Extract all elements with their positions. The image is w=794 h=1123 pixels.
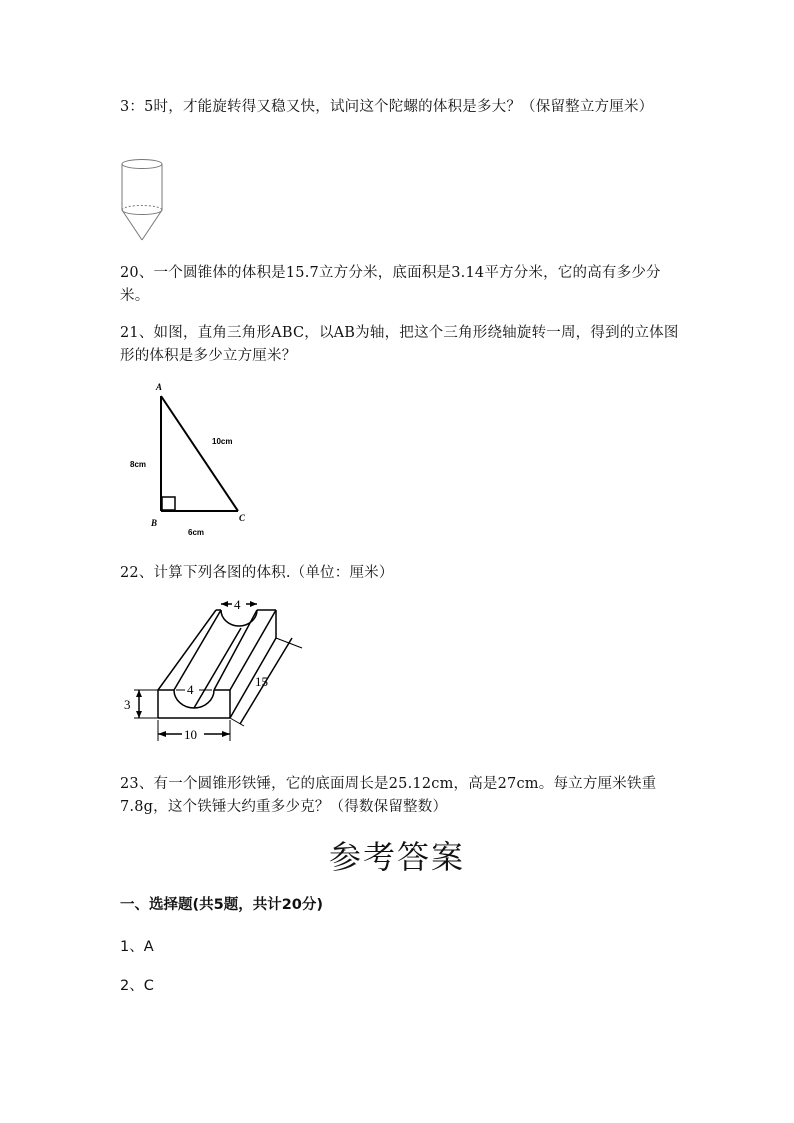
question-22: 22、计算下列各图的体积.（单位：厘米） (120, 565, 394, 581)
top-width-label: 4 (234, 597, 241, 612)
question-23: 23、有一个圆锥形铁锤，它的底面周长是25.12cm，高是27cm。每立方厘米铁重7.8g，这个铁锤大约重多少克？（得数保留整数） (120, 776, 657, 815)
side-ac-label: 10cm (212, 437, 233, 446)
side-ab-label: 8cm (130, 460, 147, 469)
question-19-tail: 3：5时，才能旋转得又稳又快，试问这个陀螺的体积是多大？（保留整立方厘米） (120, 99, 654, 115)
spinning-top-figure (112, 156, 172, 250)
height-label: 3 (124, 697, 131, 712)
vertex-a-label: A (156, 382, 163, 392)
answer-title: 参考答案 (328, 838, 465, 876)
question-21: 21、如图，直角三角形ABC，以AB为轴，把这个三角形绕轴旋转一周，得到的立体图形的体积是多少立方厘米？ (120, 325, 679, 364)
vertex-c-label: C (239, 513, 246, 523)
question-20: 20、一个圆锥体的体积是15.7立方分米，底面积是3.14平方分米，它的高有多少分米。 (120, 265, 661, 304)
answer-item: 2、C (120, 978, 154, 994)
depth-label: 15 (255, 674, 268, 689)
vertex-b-label: B (151, 518, 158, 528)
front-width-label: 4 (187, 682, 194, 697)
section-heading: 一、选择题(共5题，共计20分) (120, 897, 324, 913)
answer-item: 1、A (120, 939, 154, 955)
length-label: 10 (184, 727, 197, 742)
side-bc-label: 6cm (188, 528, 205, 537)
grooved-block-figure (120, 596, 320, 752)
right-triangle-figure (124, 378, 264, 547)
